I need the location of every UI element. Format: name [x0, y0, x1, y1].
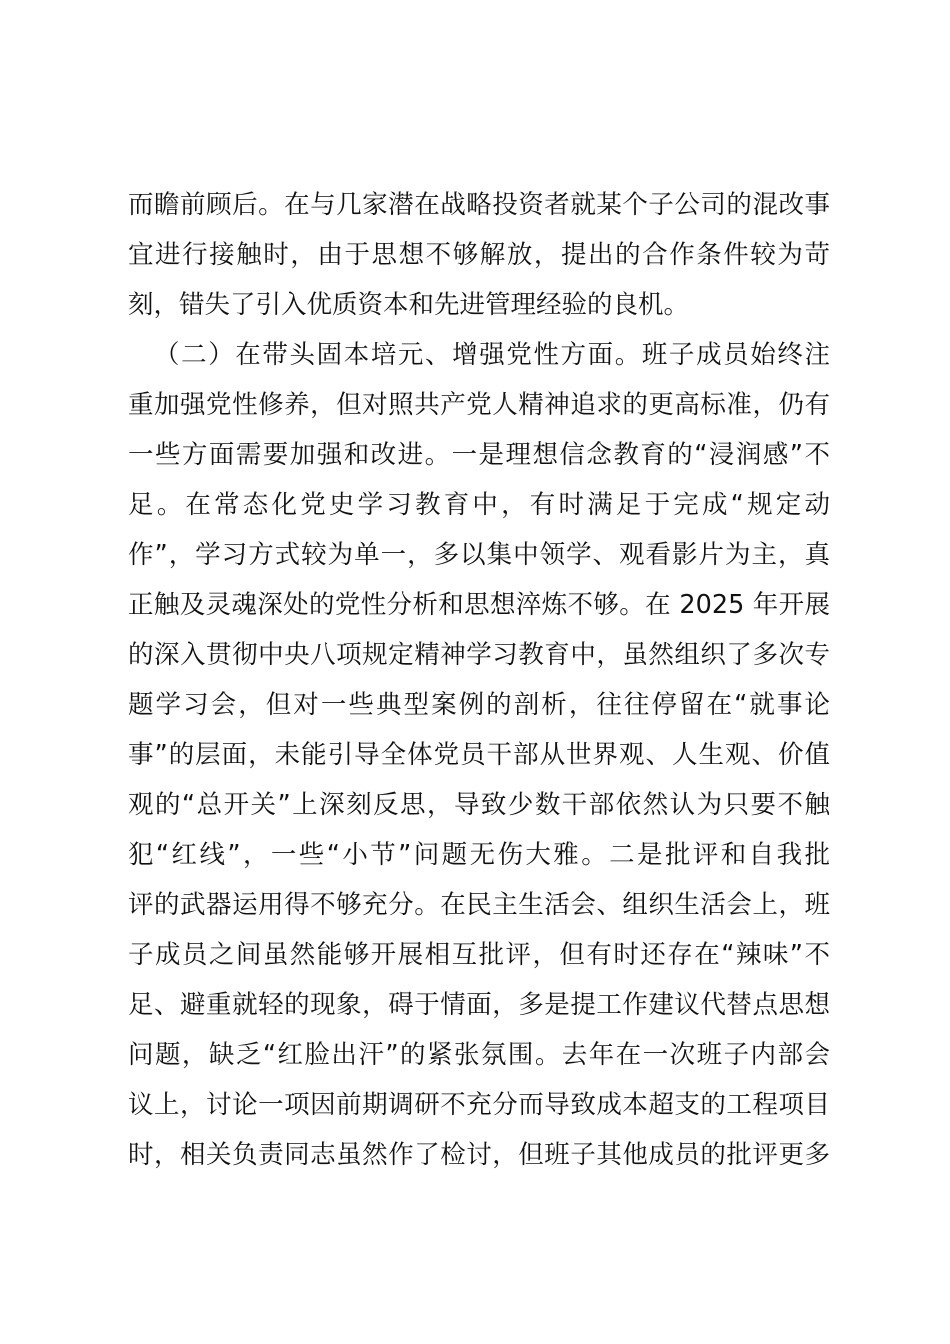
text-line: 宜进行接触时，由于思想不够解放，提出的合作条件较为苛 [128, 240, 830, 270]
text-line: 子成员之间虽然能够开展相互批评，但有时还存在“辣味”不 [128, 940, 830, 970]
text-line: 刻，错失了引入优质资本和先进管理经验的良机。 [128, 290, 690, 320]
text-line: 重加强党性修养，但对照共产党人精神追求的更高标准，仍有 [128, 390, 830, 420]
text-line: 评的武器运用得不够充分。在民主生活会、组织生活会上，班 [128, 890, 830, 920]
text-line: 题学习会，但对一些典型案例的剖析，往往停留在“就事论 [128, 690, 830, 720]
text-line: 一些方面需要加强和改进。一是理想信念教育的“浸润感”不 [128, 440, 830, 470]
text-line: 事”的层面，未能引导全体党员干部从世界观、人生观、价值 [128, 740, 830, 770]
text-line: 议上，讨论一项因前期调研不充分而导致成本超支的工程项目 [128, 1090, 830, 1120]
text-line: 观的“总开关”上深刻反思，导致少数干部依然认为只要不触 [128, 790, 830, 820]
text-line: 而瞻前顾后。在与几家潜在战略投资者就某个子公司的混改事 [128, 190, 830, 220]
section-heading-line: （二）在带头固本培元、增强党性方面。班子成员始终注 [154, 340, 830, 370]
text-line: 问题，缺乏“红脸出汗”的紧张氛围。去年在一次班子内部会 [128, 1040, 830, 1070]
text-line: 作”，学习方式较为单一，多以集中领学、观看影片为主，真 [128, 540, 830, 570]
document-body [128, 186, 830, 1186]
text-line: 时，相关负责同志虽然作了检讨，但班子其他成员的批评更多 [128, 1140, 830, 1170]
text-line: 的深入贯彻中央八项规定精神学习教育中，虽然组织了多次专 [128, 640, 830, 670]
text-line: 足。在常态化党史学习教育中，有时满足于完成“规定动 [128, 490, 830, 520]
text-line: 正触及灵魂深处的党性分析和思想淬炼不够。在 2025 年开展 [128, 590, 830, 620]
text-line: 犯“红线”，一些“小节”问题无伤大雅。二是批评和自我批 [128, 840, 830, 870]
text-line: 足、避重就轻的现象，碍于情面，多是提工作建议代替点思想 [128, 990, 830, 1020]
